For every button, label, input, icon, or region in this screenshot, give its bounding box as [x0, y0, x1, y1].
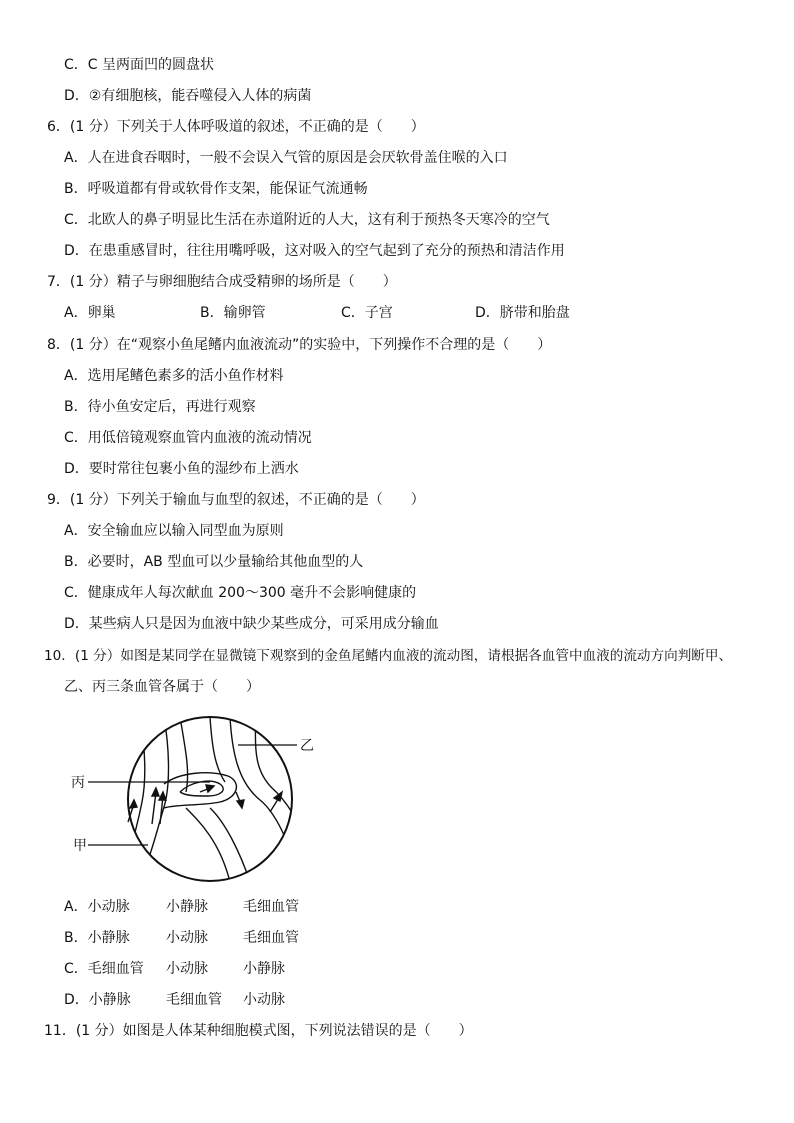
q10-d-jia: D．小静脉: [64, 992, 131, 1008]
q10-option-c: [64, 960, 285, 978]
q8-option-a: A．选用尾鳍色素多的活小鱼作材料: [64, 368, 284, 384]
question-6: 6．(1 分）下列关于人体呼吸道的叙述，不正确的是（ ）: [47, 119, 425, 135]
q9-option-a: A．安全输血应以输入同型血为原则: [64, 523, 284, 539]
q10-option-d: [64, 991, 285, 1009]
question-11: 11．(1 分）如图是人体某种细胞模式图，下列说法错误的是（ ）: [44, 1023, 473, 1039]
q9-option-c: C．健康成年人每次献血 200～300 毫升不会影响健康的: [64, 585, 417, 601]
label-bing: 丙: [71, 775, 85, 791]
question-10-continued: 乙、丙三条血管各属于（ ）: [64, 679, 260, 695]
q7-option-b: B．输卵管: [200, 305, 266, 321]
q6-option-c: C．北欧人的鼻子明显比生活在赤道附近的人大，这有利于预热冬天寒冷的空气: [64, 212, 550, 228]
q10-a-jia: A．小动脉: [64, 899, 130, 915]
q10-b-bing: 毛细血管: [243, 930, 299, 946]
q10-a-bing: 毛细血管: [243, 899, 299, 915]
q7-options: [64, 304, 570, 322]
blood-flow-figure: [60, 712, 330, 882]
label-jia: 甲: [73, 838, 87, 854]
q8-option-c: C．用低倍镜观察血管内血液的流动情况: [64, 430, 312, 446]
q7-option-a: A．卵巢: [64, 305, 116, 321]
q8-option-d: D．要时常往包裹小鱼的湿纱布上洒水: [64, 461, 299, 477]
label-yi: 乙: [300, 738, 314, 754]
option-d-prev: D．②有细胞核，能吞噬侵入人体的病菌: [64, 88, 312, 104]
q10-option-b: [64, 929, 299, 947]
q6-option-a: A．人在进食吞咽时，一般不会误入气管的原因是会厌软骨盖住喉的入口: [64, 150, 508, 166]
question-7: 7．(1 分）精子与卵细胞结合成受精卵的场所是（ ）: [47, 274, 397, 290]
q7-option-c: C．子宫: [341, 305, 393, 321]
q10-d-yi: 毛细血管: [166, 992, 222, 1008]
q10-a-yi: 小静脉: [166, 899, 208, 915]
q10-b-jia: B．小静脉: [64, 930, 130, 946]
microscope-field: [128, 717, 292, 881]
q6-option-d: D．在患重感冒时，往往用嘴呼吸，这对吸入的空气起到了充分的预热和清洁作用: [64, 243, 565, 259]
question-9: 9．(1 分）下列关于输血与血型的叙述，不正确的是（ ）: [47, 492, 425, 508]
q10-b-yi: 小动脉: [166, 930, 208, 946]
option-c-prev: C．C 呈两面凹的圆盘状: [64, 57, 215, 73]
q9-option-d: D．某些病人只是因为血液中缺少某些成分，可采用成分输血: [64, 616, 439, 632]
q9-option-b: B．必要时，AB 型血可以少量输给其他血型的人: [64, 554, 364, 570]
q10-d-bing: 小动脉: [243, 992, 285, 1008]
q10-option-a: [64, 898, 299, 916]
question-8: 8．(1 分）在“观察小鱼尾鳍内血液流动”的实验中，下列操作不合理的是（ ）: [47, 337, 552, 353]
q8-option-b: B．待小鱼安定后，再进行观察: [64, 399, 256, 415]
q6-option-b: B．呼吸道都有骨或软骨作支架，能保证气流通畅: [64, 181, 368, 197]
q7-option-d: D．脐带和胎盘: [475, 305, 570, 321]
q10-c-jia: C．毛细血管: [64, 961, 144, 977]
q10-c-yi: 小动脉: [166, 961, 208, 977]
question-10: 10．(1 分）如图是某同学在显微镜下观察到的金鱼尾鳍内血液的流动图，请根据各血管中血液的流动方向判断甲、: [44, 648, 733, 664]
q10-c-bing: 小静脉: [243, 961, 285, 977]
